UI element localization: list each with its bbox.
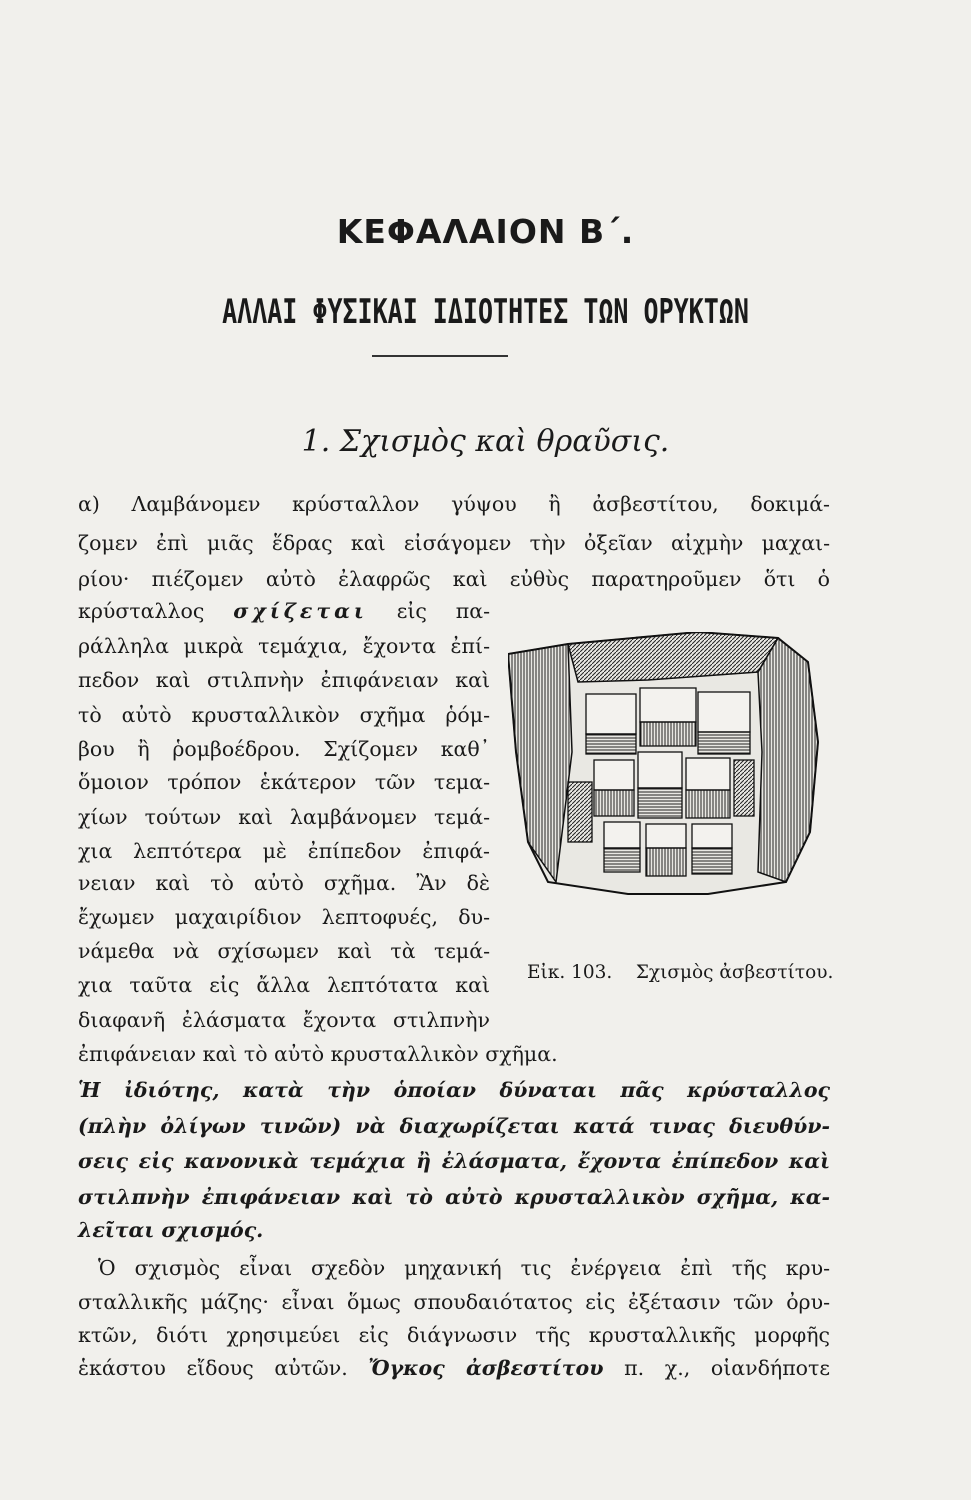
title-divider [372,355,508,357]
text-line: νάμεθα νὰ σχίσωμεν καὶ τὰ τεμά- [78,939,490,963]
text-line: πεδον καὶ στιλπνὴν ἐπιφάνειαν καὶ [78,668,490,692]
text-line: χια ταῦτα εἰς ἄλλα λεπτότατα καὶ [78,973,490,997]
emphasis-term: Ὄγκος ἀσβεστίτου [368,1356,604,1380]
text-line: ὅμοιον τρόπον ἑκάτερον τῶν τεμα- [78,770,490,794]
text-fragment: κρύσταλλος [78,599,205,623]
figure-title: Σχισμὸς ἀσβεστίτου. [635,962,834,983]
text-fragment: ἑκάστου εἴδους αὐτῶν. [78,1356,348,1380]
text-line: ράλληλα μικρὰ τεμάχια, ἔχοντα ἐπί- [78,634,490,658]
text-line: Ὁ σχισμὸς εἶναι σχεδὸν μηχανική τις ἐνέργεια ἐπὶ τῆς κρυ- [98,1256,830,1280]
text-line: νειαν καὶ τὸ αὐτὸ σχῆμα. Ἂν δὲ [78,871,490,895]
text-line: ἐπιφάνειαν καὶ τὸ αὐτὸ κρυσταλλικὸν σχῆμα. [78,1042,558,1066]
text-line [78,1358,830,1379]
text-line: α) Λαμβάνομεν κρύσταλλον γύψου ἢ ἀσβεστίτου, δοκιμά- [78,492,830,516]
section-title: 1. Σχισμὸς καὶ θραῦσις. [301,424,670,459]
text-fragment: εἰς πα- [396,599,490,623]
text-line: κτῶν, διότι χρησιμεύει εἰς διάγνωσιν τῆς κρυσταλλικῆς μορφῆς [78,1323,830,1347]
text-line: ρίου· πιέζομεν αὐτὸ ἐλαφρῶς καὶ εὐθὺς παρατηροῦμεν ὅτι ὁ [78,567,830,591]
definition-line: λεῖται σχισμός. [78,1218,264,1242]
definition-line: Ἡ ἰδιότης, κατὰ τὴν ὁποίαν δύναται πᾶς κρύσταλλος [78,1078,830,1102]
chapter-heading: ΚΕΦΑΛΑΙΟΝ Β΄. [336,212,635,251]
definition-line: σεις εἰς κανονικὰ τεμάχια ἢ ἐλάσματα, ἔχοντα ἐπίπεδον καὶ [78,1149,830,1173]
text-line: διαφανῆ ἐλάσματα ἔχοντα στιλπνὴν [78,1008,490,1032]
chapter-subtitle: ΑΛΛΑΙ ΦΥΣΙΚΑΙ ΙΔΙΟΤΗΤΕΣ ΤΩΝ ΟΡΥΚΤΩΝ [222,292,749,332]
text-line: ζομεν ἐπὶ μιᾶς ἕδρας καὶ εἰσάγομεν τὴν ὀξεῖαν αἰχμὴν μαχαι- [78,531,830,555]
text-line: βου ἢ ῥομβοέδρου. Σχίζομεν καθ᾽ [78,737,490,761]
definition-line: στιλπνὴν ἐπιφάνειαν καὶ τὸ αὐτὸ κρυσταλλικὸν σχῆμα, κα- [78,1185,830,1209]
text-line [78,601,490,622]
definition-line: (πλὴν ὀλίγων τινῶν) νὰ διαχωρίζεται κατά τινας διευθύν- [78,1114,830,1138]
text-line: ἔχωμεν μαχαιρίδιον λεπτοφυές, δυ- [78,905,490,929]
text-line: τὸ αὐτὸ κρυσταλλικὸν σχῆμα ῥόμ- [78,703,490,727]
figure-number: Εἰκ. 103. [527,962,613,983]
calcite-cleavage-figure [508,632,826,896]
text-line: χίων τούτων καὶ λαμβάνομεν τεμά- [78,805,490,829]
text-line: σταλλικῆς μάζης· εἶναι ὅμως σπουδαιότατος εἰς ἐξέτασιν τῶν ὀρυ- [78,1290,830,1314]
text-fragment: π. χ., οἱανδήποτε [624,1356,830,1380]
text-line: χια λεπτότερα μὲ ἐπίπεδον ἐπιφά- [78,839,490,863]
figure-caption [527,962,833,983]
emphasis-term: σχίζεται [233,599,368,623]
